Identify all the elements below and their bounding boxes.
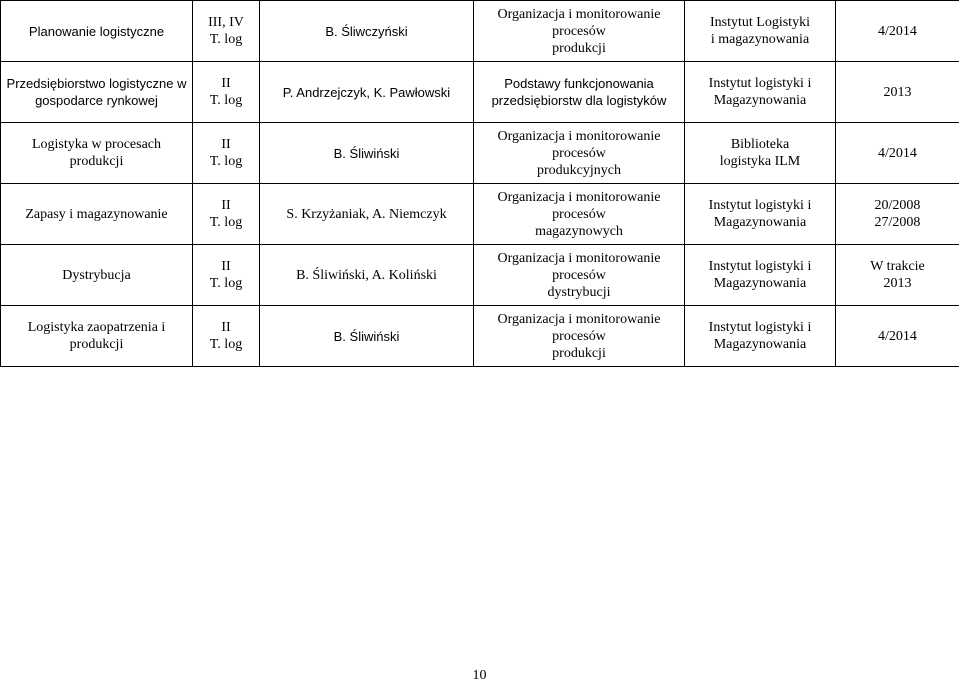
title-cell: Przedsiębiorstwo logistyczne w gospodarce rynkowej (1, 62, 193, 123)
table-row (1, 245, 959, 306)
subject-cell: Organizacja i monitorowanie procesów dystrybucji (474, 245, 685, 306)
title-cell: Zapasy i magazynowanie (1, 184, 193, 245)
subject-cell: Organizacja i monitorowanie procesów magazynowych (474, 184, 685, 245)
author-cell: B. Śliwczyński (260, 1, 474, 62)
level-cell: III, IV T. log (193, 1, 260, 62)
table-row (1, 123, 959, 184)
date-cell: W trakcie 2013 (836, 245, 959, 306)
title-cell: Logistyka w procesach produkcji (1, 123, 193, 184)
author-cell: B. Śliwiński (260, 123, 474, 184)
publisher-cell: Instytut Logistyki i magazynowania (685, 1, 836, 62)
publisher-cell: Instytut logistyki i Magazynowania (685, 306, 836, 367)
subject-cell: Organizacja i monitorowanie procesów produkcji (474, 1, 685, 62)
author-cell: S. Krzyżaniak, A. Niemczyk (260, 184, 474, 245)
level-cell: II T. log (193, 184, 260, 245)
publisher-cell: Instytut logistyki i Magazynowania (685, 62, 836, 123)
title-cell: Planowanie logistyczne (1, 1, 193, 62)
level-cell: II T. log (193, 123, 260, 184)
page-number: 10 (0, 668, 959, 684)
level-cell: II T. log (193, 62, 260, 123)
subject-cell: Organizacja i monitorowanie procesów produkcyjnych (474, 123, 685, 184)
publisher-cell: Instytut logistyki i Magazynowania (685, 184, 836, 245)
date-cell: 2013 (836, 62, 959, 123)
level-cell: II T. log (193, 306, 260, 367)
subject-cell: Podstawy funkcjonowania przedsiębiorstw dla logistyków (474, 62, 685, 123)
subject-cell: Organizacja i monitorowanie procesów produkcji (474, 306, 685, 367)
table-row (1, 1, 959, 62)
date-cell: 4/2014 (836, 123, 959, 184)
author-cell: P. Andrzejczyk, K. Pawłowski (260, 62, 474, 123)
publisher-cell: Biblioteka logistyka ILM (685, 123, 836, 184)
author-cell: B. Śliwiński (260, 306, 474, 367)
publisher-cell: Instytut logistyki i Magazynowania (685, 245, 836, 306)
level-cell: II T. log (193, 245, 260, 306)
table-row (1, 184, 959, 245)
table-row (1, 306, 959, 367)
title-cell: Dystrybucja (1, 245, 193, 306)
date-cell: 4/2014 (836, 1, 959, 62)
table-row (1, 62, 959, 123)
date-cell: 20/2008 27/2008 (836, 184, 959, 245)
author-cell: B. Śliwiński, A. Koliński (260, 245, 474, 306)
title-cell: Logistyka zaopatrzenia i produkcji (1, 306, 193, 367)
date-cell: 4/2014 (836, 306, 959, 367)
